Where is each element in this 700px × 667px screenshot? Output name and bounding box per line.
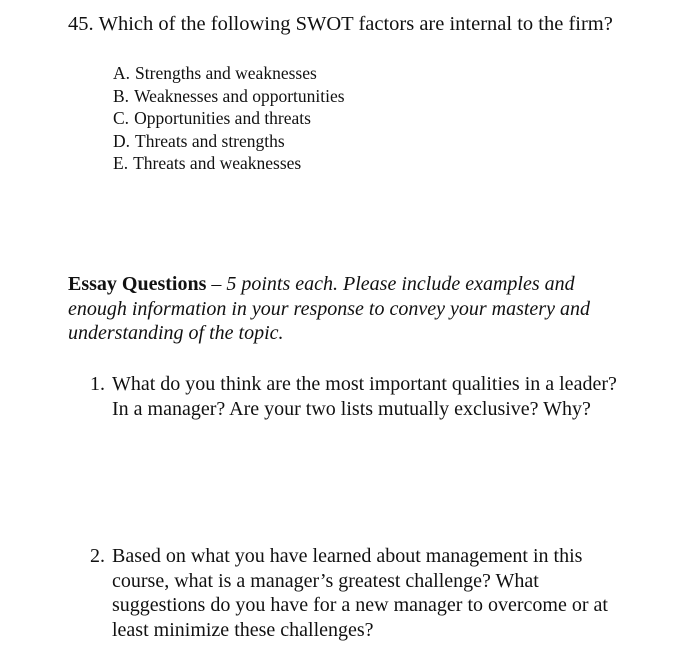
- choice-letter: C.: [113, 108, 130, 128]
- choice-c: [113, 107, 345, 130]
- choice-letter: B.: [113, 85, 130, 106]
- choice-text: Opportunities and threats: [134, 108, 311, 128]
- essay-question-number: 1.: [90, 373, 105, 395]
- question-number: 45.: [68, 13, 94, 35]
- choice-text: Threats and weaknesses: [133, 153, 302, 173]
- essay-section-intro: [68, 272, 628, 346]
- choice-letter: D.: [113, 130, 131, 151]
- essay-question-1: [90, 372, 630, 421]
- essay-dash: –: [211, 273, 222, 295]
- choice-text: Strengths and weaknesses: [135, 63, 317, 83]
- choice-b: [113, 85, 345, 108]
- choice-letter: E.: [113, 153, 129, 173]
- choice-text: Weaknesses and opportunities: [134, 85, 345, 106]
- question-45: [68, 12, 628, 37]
- essay-instructions: 5 points each. Please include examples and enough information in your response to convey your mastery and understanding of the topic.: [68, 273, 590, 344]
- essay-question-text: Based on what you have learned about management in this course, what is a manager’s greatest challenge? What suggestions do you have for a new manager to overcome or at least minimize these challenges?: [112, 545, 608, 641]
- essay-heading: Essay Questions: [68, 273, 207, 295]
- choice-a: [113, 62, 345, 85]
- essay-question-text: What do you think are the most important qualities in a leader? In a manager? Are your two lists mutually exclusive? Why?: [112, 373, 617, 420]
- question-text: Which of the following SWOT factors are internal to the firm?: [98, 13, 613, 35]
- choice-e: [113, 152, 345, 175]
- essay-question-2: [90, 544, 630, 642]
- answer-choices: [113, 62, 345, 175]
- essay-question-number: 2.: [90, 545, 105, 567]
- choice-d: [113, 130, 345, 153]
- choice-letter: A.: [113, 63, 131, 83]
- choice-text: Threats and strengths: [135, 130, 285, 151]
